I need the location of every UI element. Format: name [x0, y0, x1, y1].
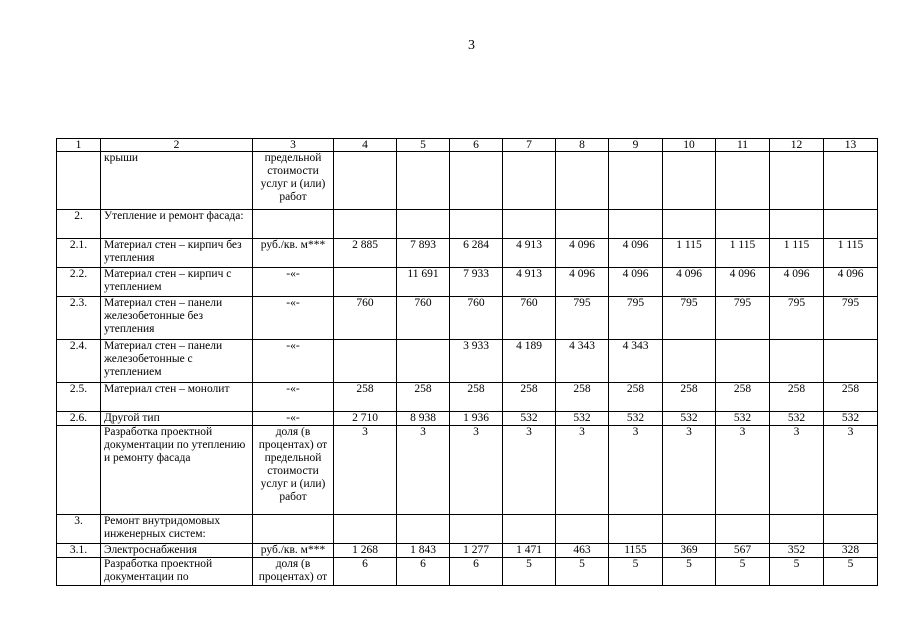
value-cell: 3 [770, 426, 824, 515]
value-cell: 258 [716, 383, 770, 412]
value-cell: 795 [663, 297, 716, 340]
value-cell: 1155 [609, 544, 663, 558]
unit-cell [253, 210, 334, 239]
value-cell: 258 [770, 383, 824, 412]
value-cell: 5 [609, 558, 663, 586]
value-cell: 258 [397, 383, 450, 412]
column-header: 9 [609, 139, 663, 152]
table-row [57, 558, 878, 586]
value-cell: 532 [824, 412, 878, 426]
value-cell: 3 [397, 426, 450, 515]
value-cell: 3 [663, 426, 716, 515]
row-number-cell: 3. [57, 515, 101, 544]
value-cell [824, 515, 878, 544]
value-cell [663, 152, 716, 210]
value-cell: 6 284 [450, 239, 503, 268]
value-cell [503, 210, 556, 239]
column-header: 12 [770, 139, 824, 152]
value-cell: 6 [397, 558, 450, 586]
row-label-cell: Материал стен – панели железобетонные без утепления [101, 297, 253, 340]
value-cell: 532 [663, 412, 716, 426]
value-cell: 6 [450, 558, 503, 586]
table-row [57, 210, 878, 239]
row-label-cell: Разработка проектной документации по [101, 558, 253, 586]
value-cell: 5 [716, 558, 770, 586]
row-label-cell: Материал стен – кирпич с утеплением [101, 268, 253, 297]
value-cell: 532 [770, 412, 824, 426]
row-number-cell: 2.6. [57, 412, 101, 426]
value-cell: 6 [334, 558, 397, 586]
value-cell: 1 115 [663, 239, 716, 268]
value-cell [556, 210, 609, 239]
table-row [57, 383, 878, 412]
table-row [57, 152, 878, 210]
column-header: 11 [716, 139, 770, 152]
value-cell: 258 [556, 383, 609, 412]
row-number-cell: 3.1. [57, 544, 101, 558]
value-cell: 3 [450, 426, 503, 515]
value-cell: 8 938 [397, 412, 450, 426]
table-row [57, 268, 878, 297]
value-cell: 2 710 [334, 412, 397, 426]
value-cell: 4 096 [824, 268, 878, 297]
value-cell: 258 [450, 383, 503, 412]
column-header: 2 [101, 139, 253, 152]
value-cell [716, 210, 770, 239]
value-cell [609, 515, 663, 544]
value-cell [716, 152, 770, 210]
column-header: 1 [57, 139, 101, 152]
row-label-cell: крыши [101, 152, 253, 210]
value-cell [770, 340, 824, 383]
value-cell [824, 340, 878, 383]
value-cell [450, 210, 503, 239]
value-cell [663, 515, 716, 544]
value-cell: 5 [663, 558, 716, 586]
value-cell: 4 913 [503, 268, 556, 297]
value-cell: 258 [824, 383, 878, 412]
column-header: 8 [556, 139, 609, 152]
value-cell: 760 [334, 297, 397, 340]
value-cell: 532 [609, 412, 663, 426]
value-cell: 795 [556, 297, 609, 340]
value-cell: 5 [556, 558, 609, 586]
table-row [57, 297, 878, 340]
value-cell: 3 [716, 426, 770, 515]
value-cell [609, 152, 663, 210]
row-number-cell [57, 426, 101, 515]
row-label-cell: Другой тип [101, 412, 253, 426]
unit-cell: руб./кв. м*** [253, 239, 334, 268]
value-cell: 795 [716, 297, 770, 340]
value-cell: 532 [716, 412, 770, 426]
unit-cell: предельной стоимости услуг и (или) работ [253, 152, 334, 210]
value-cell [334, 515, 397, 544]
row-number-cell: 2.4. [57, 340, 101, 383]
value-cell: 3 [503, 426, 556, 515]
value-cell [663, 340, 716, 383]
row-number-cell: 2.3. [57, 297, 101, 340]
value-cell: 1 268 [334, 544, 397, 558]
value-cell: 3 933 [450, 340, 503, 383]
value-cell [770, 515, 824, 544]
value-cell: 760 [450, 297, 503, 340]
row-label-cell: Разработка проектной документации по утеплению и ремонту фасада [101, 426, 253, 515]
value-cell [556, 515, 609, 544]
row-label-cell: Утепление и ремонт фасада: [101, 210, 253, 239]
value-cell: 4 189 [503, 340, 556, 383]
row-label-cell: Ремонт внутридомовых инженерных систем: [101, 515, 253, 544]
unit-cell [253, 515, 334, 544]
value-cell [770, 210, 824, 239]
rates-table [56, 138, 878, 586]
value-cell: 5 [770, 558, 824, 586]
value-cell: 4 096 [770, 268, 824, 297]
value-cell [397, 152, 450, 210]
value-cell: 4 096 [556, 268, 609, 297]
value-cell: 258 [503, 383, 556, 412]
value-cell: 4 096 [609, 239, 663, 268]
row-number-cell: 2. [57, 210, 101, 239]
value-cell [334, 340, 397, 383]
unit-cell: -«- [253, 340, 334, 383]
row-label-cell: Материал стен – кирпич без утепления [101, 239, 253, 268]
row-number-cell: 2.5. [57, 383, 101, 412]
value-cell: 4 343 [556, 340, 609, 383]
row-number-cell [57, 152, 101, 210]
value-cell: 4 096 [663, 268, 716, 297]
table-row [57, 340, 878, 383]
unit-cell: -«- [253, 412, 334, 426]
unit-cell: -«- [253, 297, 334, 340]
value-cell: 352 [770, 544, 824, 558]
value-cell [397, 210, 450, 239]
value-cell: 760 [397, 297, 450, 340]
value-cell: 4 343 [609, 340, 663, 383]
value-cell: 5 [824, 558, 878, 586]
value-cell: 1 115 [716, 239, 770, 268]
value-cell [334, 210, 397, 239]
column-header: 6 [450, 139, 503, 152]
unit-cell: -«- [253, 383, 334, 412]
value-cell: 4 913 [503, 239, 556, 268]
row-number-cell: 2.1. [57, 239, 101, 268]
unit-cell: доля (в процентах) от [253, 558, 334, 586]
value-cell [334, 152, 397, 210]
header-row [57, 139, 878, 152]
page-number: 3 [468, 38, 475, 53]
value-cell [503, 152, 556, 210]
value-cell: 7 893 [397, 239, 450, 268]
value-cell [824, 152, 878, 210]
value-cell [770, 152, 824, 210]
value-cell: 328 [824, 544, 878, 558]
table-row [57, 412, 878, 426]
value-cell: 4 096 [716, 268, 770, 297]
value-cell [450, 515, 503, 544]
column-header: 10 [663, 139, 716, 152]
value-cell [397, 515, 450, 544]
value-cell [397, 340, 450, 383]
value-cell: 369 [663, 544, 716, 558]
row-number-cell [57, 558, 101, 586]
value-cell: 258 [663, 383, 716, 412]
value-cell [556, 152, 609, 210]
value-cell [609, 210, 663, 239]
value-cell: 3 [609, 426, 663, 515]
column-header: 3 [253, 139, 334, 152]
value-cell [716, 340, 770, 383]
value-cell [824, 210, 878, 239]
value-cell: 3 [334, 426, 397, 515]
row-number-cell: 2.2. [57, 268, 101, 297]
value-cell [450, 152, 503, 210]
column-header: 5 [397, 139, 450, 152]
row-label-cell: Материал стен – монолит [101, 383, 253, 412]
value-cell: 5 [503, 558, 556, 586]
value-cell: 1 843 [397, 544, 450, 558]
value-cell [716, 515, 770, 544]
value-cell: 3 [556, 426, 609, 515]
value-cell: 4 096 [556, 239, 609, 268]
value-cell: 463 [556, 544, 609, 558]
value-cell [663, 210, 716, 239]
value-cell: 258 [609, 383, 663, 412]
table-row [57, 544, 878, 558]
row-label-cell: Материал стен – панели железобетонные с утеплением [101, 340, 253, 383]
value-cell: 4 096 [609, 268, 663, 297]
unit-cell: доля (в процентах) от предельной стоимости услуг и (или) работ [253, 426, 334, 515]
table-row [57, 239, 878, 268]
column-header: 4 [334, 139, 397, 152]
column-header: 7 [503, 139, 556, 152]
value-cell: 795 [609, 297, 663, 340]
value-cell: 1 277 [450, 544, 503, 558]
unit-cell: руб./кв. м*** [253, 544, 334, 558]
value-cell: 760 [503, 297, 556, 340]
value-cell: 532 [503, 412, 556, 426]
table-row [57, 515, 878, 544]
value-cell: 1 115 [824, 239, 878, 268]
value-cell [503, 515, 556, 544]
value-cell: 1 115 [770, 239, 824, 268]
table-row [57, 426, 878, 515]
value-cell: 7 933 [450, 268, 503, 297]
value-cell: 1 471 [503, 544, 556, 558]
value-cell: 258 [334, 383, 397, 412]
value-cell: 11 691 [397, 268, 450, 297]
column-header: 13 [824, 139, 878, 152]
value-cell: 3 [824, 426, 878, 515]
table-body [57, 152, 878, 586]
value-cell [334, 268, 397, 297]
value-cell: 2 885 [334, 239, 397, 268]
value-cell: 567 [716, 544, 770, 558]
value-cell: 795 [770, 297, 824, 340]
unit-cell: -«- [253, 268, 334, 297]
row-label-cell: Электроснабжения [101, 544, 253, 558]
value-cell: 532 [556, 412, 609, 426]
value-cell: 795 [824, 297, 878, 340]
value-cell: 1 936 [450, 412, 503, 426]
